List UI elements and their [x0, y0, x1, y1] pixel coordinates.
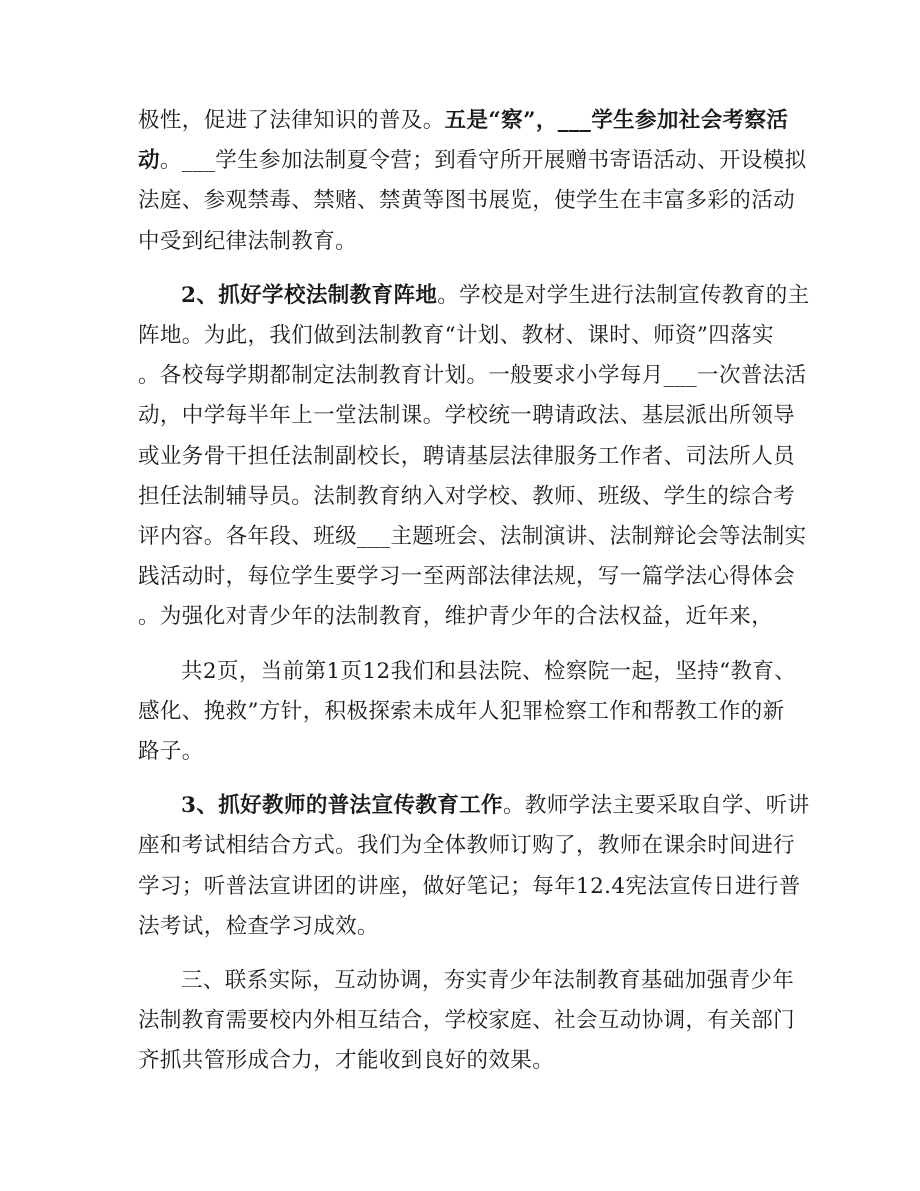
paragraph-1-line-3: 法庭、参观禁毒、禁赌、禁黄等图书展览，使学生在丰富多彩的活动 — [138, 188, 796, 214]
paragraph-1-bold-continuation: 动 — [138, 148, 160, 174]
paragraph-2-line-6: 担任法制辅导员。法制教育纳入对学校、教师、班级、学生的综合考 — [138, 483, 796, 509]
paragraph-4-line-1-text: 。教师学法主要采取自学、听讲 — [502, 793, 810, 819]
paragraph-4-line-4: 法考试，检查学习成效。 — [138, 913, 379, 939]
paragraph-4-line-1 — [138, 786, 810, 826]
paragraph-3-line-3: 路子。 — [138, 739, 204, 765]
paragraph-2-line-7: 评内容。各年段、班级___主题班会、法制演讲、法制辩论会等法制实 — [138, 524, 807, 550]
paragraph-1-line-2-text: 。___学生参加法制夏令营；到看守所开展赠书寄语活动、开设模拟 — [159, 148, 807, 174]
paragraph-4-line-3: 学习；听普法宣讲团的讲座，做好笔记；每年12.4宪法宣传日进行普 — [138, 873, 801, 899]
paragraph-5-line-3: 齐抓共管形成合力，才能收到良好的效果。 — [138, 1048, 555, 1074]
paragraph-2-line-5: 或业务骨干担任法制副校长，聘请基层法律服务工作者、司法所人员 — [138, 443, 796, 469]
paragraph-2-line-4: 动，中学每半年上一堂法制课。学校统一聘请政法、基层派出所领导 — [138, 403, 796, 429]
paragraph-2-line-9: 。为强化对青少年的法制教育，维护青少年的合法权益，近年来， — [138, 604, 774, 630]
paragraph-1-bold-point: 五是“察”，___学生参加社会考察活 — [444, 108, 789, 133]
paragraph-2-line-2: 阵地。为此，我们做到法制教育“计划、教材、课时、师资”四落实 — [138, 323, 774, 349]
paragraph-3-line-1: 共2页，当前第1页12我们和县法院、检察院一起，坚持“教育、 — [181, 658, 797, 684]
paragraph-4-heading: 3、抓好教师的普法宣传教育工作 — [181, 793, 503, 819]
paragraph-2-heading: 2、抓好学校法制教育阵地 — [181, 282, 438, 308]
paragraph-4-line-2: 座和考试相结合方式。我们为全体教师订购了，教师在课余时间进行 — [138, 833, 796, 859]
paragraph-2-line-3: 。各校每学期都制定法制教育计划。一般要求小学每月___一次普法活 — [138, 363, 807, 389]
paragraph-2-line-1 — [138, 276, 810, 316]
paragraph-5-line-2: 法制教育需要校内外相互结合，学校家庭、社会互动协调，有关部门 — [138, 1008, 796, 1034]
document-body — [138, 101, 810, 1082]
paragraph-1-line-4: 中受到纪律法制教育。 — [138, 228, 358, 254]
paragraph-2-line-8: 践活动时，每位学生要学习一至两部法律法规，写一篇学法心得体会 — [138, 564, 796, 590]
paragraph-3 — [138, 652, 797, 773]
paragraph-5-line-1: 三、联系实际，互动协调，夯实青少年法制教育基础加强青少年 — [181, 968, 795, 994]
paragraph-1-line-2 — [138, 141, 807, 181]
paragraph-2 — [138, 276, 810, 638]
paragraph-4 — [138, 786, 810, 947]
paragraph-3-line-2: 感化、挽救”方针，积极探索未成年人犯罪检察工作和帮教工作的新 — [138, 698, 785, 724]
paragraph-5 — [138, 961, 796, 1082]
paragraph-1-line-1-text: 极性，促进了法律知识的普及。 — [138, 108, 445, 133]
paragraph-1-line-1 — [138, 101, 789, 141]
paragraph-1 — [138, 101, 807, 262]
paragraph-2-line-1-text: 。学校是对学生进行法制宣传教育的主 — [437, 282, 810, 308]
